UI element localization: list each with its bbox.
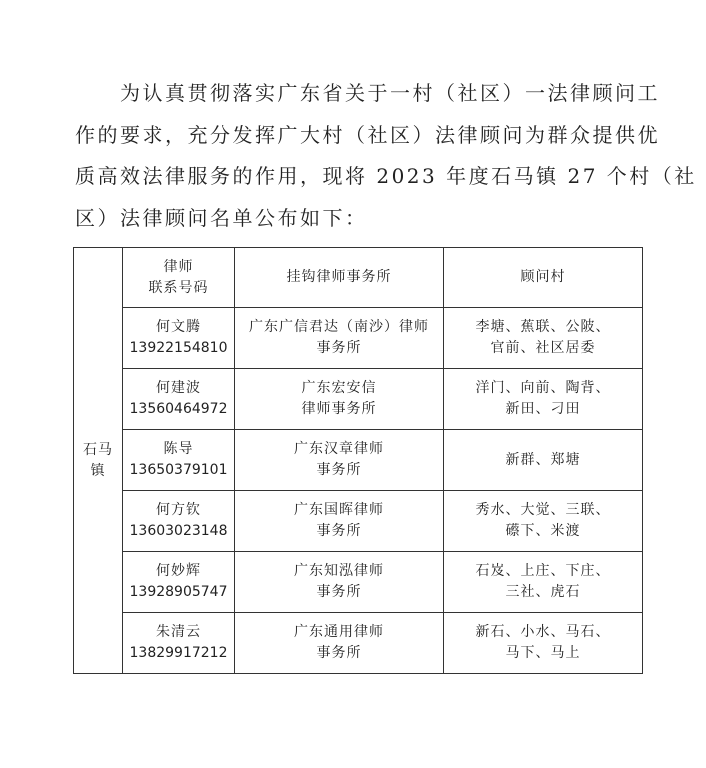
village-list: 官前、社区居委 <box>490 340 596 356</box>
firm-cell <box>235 308 444 369</box>
header-firm: 挂钩律师事务所 <box>235 248 444 308</box>
village-list: 李塘、蕉联、公陂、 <box>475 319 611 335</box>
villages-cell <box>444 491 643 552</box>
header-lawyer <box>123 248 235 308</box>
lawyer-name: 陈导 <box>163 441 194 457</box>
intro-line: 为认真贯彻落实广东省关于一村（社区）一法律顾问工 <box>120 81 660 105</box>
header-phone-label: 联系号码 <box>148 279 209 296</box>
firm-name: 广东汉章律师 <box>294 441 384 457</box>
firm-cell <box>235 430 444 491</box>
village-list: 新群、郑塘 <box>505 451 581 468</box>
lawyer-cell <box>123 552 235 613</box>
village-list: 新田、刁田 <box>505 401 581 417</box>
table-row <box>74 308 643 369</box>
table-header-row <box>74 248 643 308</box>
table-row <box>74 430 643 491</box>
firm-cell <box>235 552 444 613</box>
village-list: 马下、马上 <box>505 645 581 661</box>
villages-cell <box>444 613 643 674</box>
village-list: 秀水、大觉、三联、 <box>475 502 611 518</box>
firm-cell <box>235 491 444 552</box>
lawyer-cell <box>123 491 235 552</box>
firm-name: 广东知泓律师 <box>294 563 384 579</box>
intro-line: 区）法律顾问名单公布如下： <box>75 205 368 230</box>
village-list: 三社、虎石 <box>505 584 581 600</box>
firm-name: 事务所 <box>316 523 362 539</box>
firm-name: 律师事务所 <box>301 401 377 417</box>
firm-name: 事务所 <box>316 462 362 478</box>
table-row <box>74 491 643 552</box>
header-lawyer-label: 律师 <box>163 258 194 275</box>
town-cell <box>74 248 123 674</box>
lawyer-phone: 13560464972 <box>129 401 228 417</box>
intro-line: 质高效法律服务的作用，现将 2023 年度石马镇 27 个村（社 <box>75 164 697 188</box>
lawyer-phone: 13650379101 <box>129 462 228 478</box>
lawyer-cell <box>123 369 235 430</box>
lawyer-cell <box>123 308 235 369</box>
lawyer-name: 何方钦 <box>156 502 201 518</box>
table-row <box>74 613 643 674</box>
lawyer-name: 何文腾 <box>156 319 201 335</box>
firm-name: 广东国晖律师 <box>294 502 384 518</box>
lawyer-name: 何建波 <box>156 380 201 396</box>
lawyer-name: 朱清云 <box>156 624 201 640</box>
intro-paragraph <box>75 78 697 244</box>
village-list: 新石、小水、马石、 <box>475 624 611 640</box>
firm-name: 广东通用律师 <box>294 624 384 640</box>
firm-cell <box>235 613 444 674</box>
lawyer-phone: 13928905747 <box>129 584 228 600</box>
town-name: 镇 <box>90 462 106 479</box>
firm-name: 事务所 <box>316 584 362 600</box>
firm-name: 事务所 <box>316 340 362 356</box>
village-list: 石岌、上庄、下庄、 <box>475 563 611 579</box>
lawyer-table <box>73 247 643 674</box>
firm-cell <box>235 369 444 430</box>
village-list: 洋门、向前、陶背、 <box>475 380 611 396</box>
lawyer-phone: 13603023148 <box>129 523 228 539</box>
header-villages: 顾问村 <box>444 248 643 308</box>
villages-cell <box>444 369 643 430</box>
table-row <box>74 369 643 430</box>
firm-name: 广东广信君达（南沙）律师 <box>249 319 429 335</box>
village-list: 礤下、米渡 <box>505 523 581 539</box>
table-row <box>74 552 643 613</box>
lawyer-phone: 13829917212 <box>129 645 228 661</box>
firm-name: 广东宏安信 <box>301 380 377 396</box>
firm-name: 事务所 <box>316 645 362 661</box>
lawyer-name: 何妙辉 <box>156 563 201 579</box>
villages-cell <box>444 430 643 491</box>
villages-cell <box>444 552 643 613</box>
intro-line: 作的要求，充分发挥广大村（社区）法律顾问为群众提供优 <box>75 122 660 147</box>
lawyer-phone: 13922154810 <box>129 340 228 356</box>
lawyer-cell <box>123 430 235 491</box>
villages-cell <box>444 308 643 369</box>
lawyer-cell <box>123 613 235 674</box>
town-name: 石马 <box>83 441 113 458</box>
